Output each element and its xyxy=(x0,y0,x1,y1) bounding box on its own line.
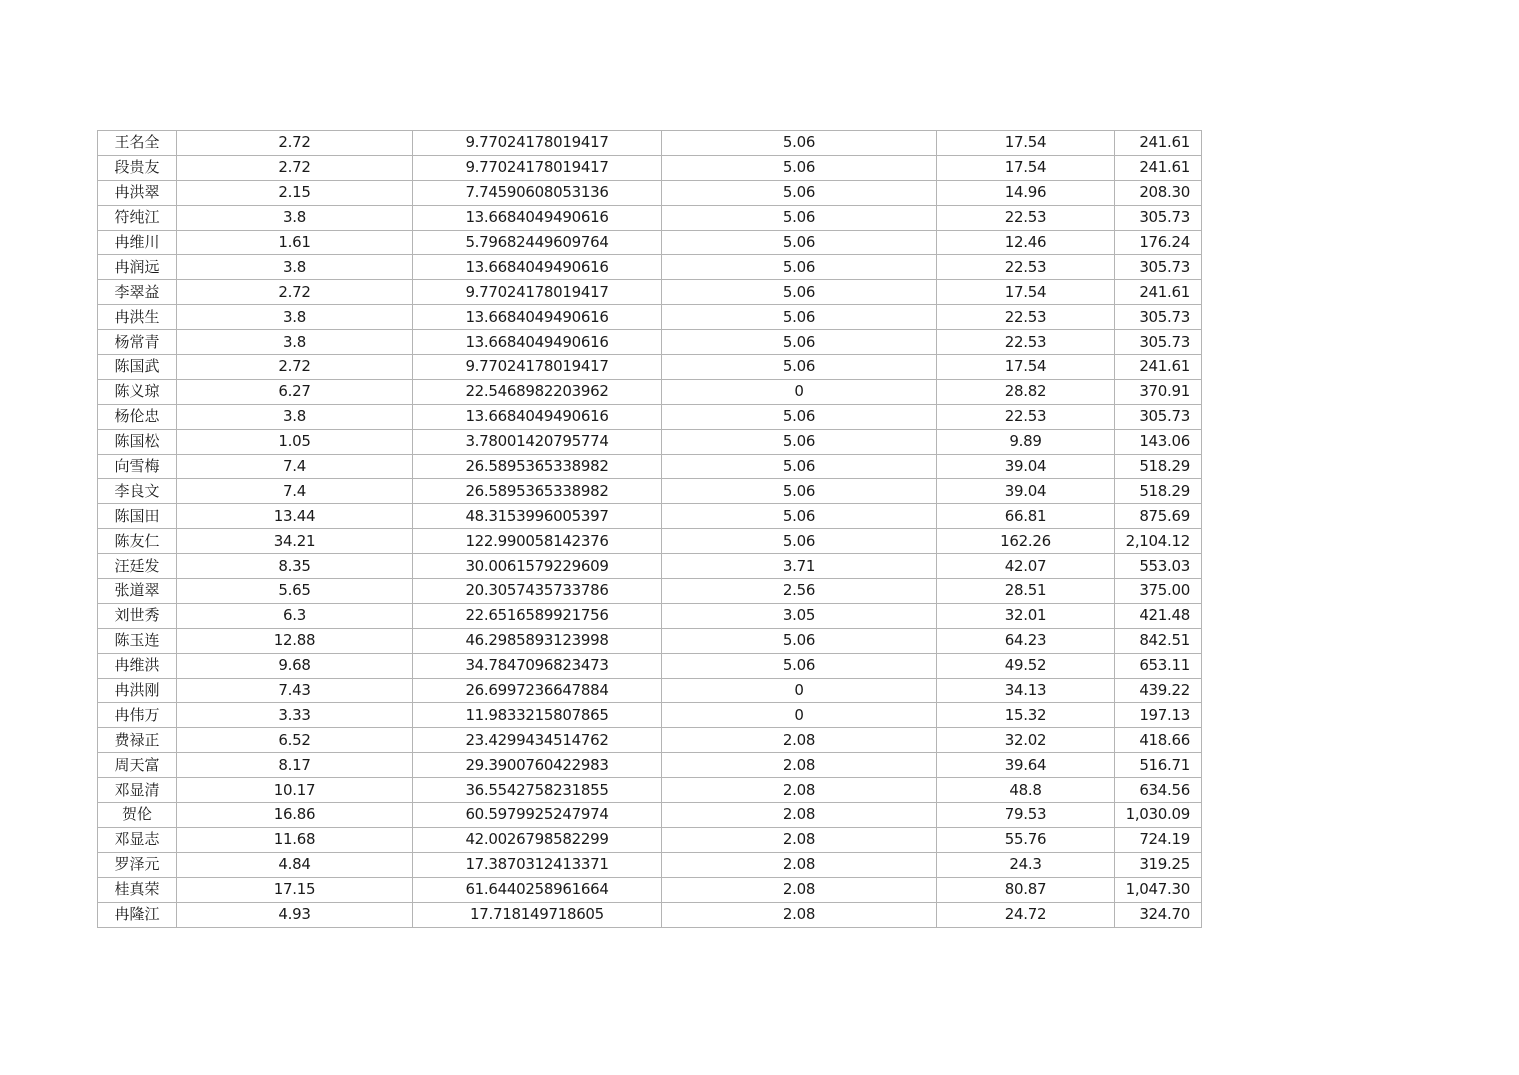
value-cell-1: 6.52 xyxy=(177,728,413,753)
name-cell: 陈友仁 xyxy=(98,529,177,554)
value-cell-3: 5.06 xyxy=(662,355,937,380)
value-cell-1: 13.44 xyxy=(177,504,413,529)
name-cell: 王名全 xyxy=(98,131,177,156)
value-cell-2: 5.79682449609764 xyxy=(413,230,662,255)
value-cell-1: 3.8 xyxy=(177,205,413,230)
total-cell: 516.71 xyxy=(1115,753,1202,778)
data-table xyxy=(97,130,1202,928)
table-row xyxy=(98,877,1202,902)
table-row xyxy=(98,529,1202,554)
value-cell-2: 9.77024178019417 xyxy=(413,155,662,180)
value-cell-3: 2.08 xyxy=(662,902,937,927)
value-cell-2: 13.6684049490616 xyxy=(413,205,662,230)
value-cell-2: 9.77024178019417 xyxy=(413,280,662,305)
value-cell-4: 22.53 xyxy=(937,255,1115,280)
value-cell-2: 23.4299434514762 xyxy=(413,728,662,753)
total-cell: 305.73 xyxy=(1115,404,1202,429)
value-cell-1: 1.05 xyxy=(177,429,413,454)
name-cell: 冉伟万 xyxy=(98,703,177,728)
value-cell-2: 48.3153996005397 xyxy=(413,504,662,529)
value-cell-2: 29.3900760422983 xyxy=(413,753,662,778)
name-cell: 罗泽元 xyxy=(98,852,177,877)
name-cell: 陈玉连 xyxy=(98,628,177,653)
name-cell: 贺伦 xyxy=(98,803,177,828)
table-row xyxy=(98,205,1202,230)
total-cell: 653.11 xyxy=(1115,653,1202,678)
value-cell-1: 5.65 xyxy=(177,579,413,604)
value-cell-3: 5.06 xyxy=(662,205,937,230)
table-row xyxy=(98,827,1202,852)
value-cell-3: 3.71 xyxy=(662,554,937,579)
name-cell: 邓显清 xyxy=(98,778,177,803)
value-cell-3: 5.06 xyxy=(662,653,937,678)
name-cell: 汪廷发 xyxy=(98,554,177,579)
table-row xyxy=(98,678,1202,703)
total-cell: 421.48 xyxy=(1115,603,1202,628)
value-cell-4: 32.02 xyxy=(937,728,1115,753)
value-cell-1: 8.35 xyxy=(177,554,413,579)
value-cell-4: 42.07 xyxy=(937,554,1115,579)
total-cell: 241.61 xyxy=(1115,131,1202,156)
value-cell-1: 17.15 xyxy=(177,877,413,902)
name-cell: 张道翠 xyxy=(98,579,177,604)
value-cell-2: 36.5542758231855 xyxy=(413,778,662,803)
value-cell-3: 5.06 xyxy=(662,131,937,156)
table-row xyxy=(98,155,1202,180)
name-cell: 冉润远 xyxy=(98,255,177,280)
total-cell: 370.91 xyxy=(1115,379,1202,404)
total-cell: 375.00 xyxy=(1115,579,1202,604)
name-cell: 陈国田 xyxy=(98,504,177,529)
name-cell: 桂真荣 xyxy=(98,877,177,902)
value-cell-2: 13.6684049490616 xyxy=(413,330,662,355)
value-cell-2: 42.0026798582299 xyxy=(413,827,662,852)
table-row xyxy=(98,628,1202,653)
total-cell: 305.73 xyxy=(1115,255,1202,280)
name-cell: 冉洪翠 xyxy=(98,180,177,205)
value-cell-1: 16.86 xyxy=(177,803,413,828)
total-cell: 208.30 xyxy=(1115,180,1202,205)
value-cell-2: 60.5979925247974 xyxy=(413,803,662,828)
value-cell-3: 5.06 xyxy=(662,479,937,504)
value-cell-3: 5.06 xyxy=(662,255,937,280)
value-cell-1: 7.4 xyxy=(177,454,413,479)
value-cell-4: 66.81 xyxy=(937,504,1115,529)
value-cell-3: 5.06 xyxy=(662,280,937,305)
value-cell-2: 11.9833215807865 xyxy=(413,703,662,728)
table-row xyxy=(98,280,1202,305)
value-cell-1: 12.88 xyxy=(177,628,413,653)
value-cell-2: 3.78001420795774 xyxy=(413,429,662,454)
value-cell-3: 5.06 xyxy=(662,330,937,355)
value-cell-2: 17.718149718605 xyxy=(413,902,662,927)
total-cell: 176.24 xyxy=(1115,230,1202,255)
total-cell: 319.25 xyxy=(1115,852,1202,877)
total-cell: 875.69 xyxy=(1115,504,1202,529)
value-cell-4: 24.72 xyxy=(937,902,1115,927)
table-row xyxy=(98,404,1202,429)
value-cell-1: 2.72 xyxy=(177,155,413,180)
name-cell: 陈国武 xyxy=(98,355,177,380)
value-cell-1: 3.8 xyxy=(177,404,413,429)
value-cell-1: 3.8 xyxy=(177,305,413,330)
name-cell: 陈国松 xyxy=(98,429,177,454)
value-cell-3: 2.08 xyxy=(662,852,937,877)
table-row xyxy=(98,454,1202,479)
value-cell-2: 13.6684049490616 xyxy=(413,305,662,330)
name-cell: 冉维川 xyxy=(98,230,177,255)
value-cell-3: 0 xyxy=(662,678,937,703)
value-cell-1: 3.33 xyxy=(177,703,413,728)
value-cell-4: 22.53 xyxy=(937,205,1115,230)
name-cell: 杨伦忠 xyxy=(98,404,177,429)
table-row xyxy=(98,653,1202,678)
value-cell-2: 9.77024178019417 xyxy=(413,131,662,156)
total-cell: 842.51 xyxy=(1115,628,1202,653)
table-row xyxy=(98,355,1202,380)
value-cell-2: 7.74590608053136 xyxy=(413,180,662,205)
value-cell-2: 26.5895365338982 xyxy=(413,454,662,479)
value-cell-1: 7.4 xyxy=(177,479,413,504)
value-cell-4: 79.53 xyxy=(937,803,1115,828)
table-row xyxy=(98,703,1202,728)
value-cell-2: 22.6516589921756 xyxy=(413,603,662,628)
value-cell-1: 2.72 xyxy=(177,355,413,380)
value-cell-1: 3.8 xyxy=(177,255,413,280)
name-cell: 李翠益 xyxy=(98,280,177,305)
table-row xyxy=(98,429,1202,454)
value-cell-4: 17.54 xyxy=(937,131,1115,156)
value-cell-1: 11.68 xyxy=(177,827,413,852)
table-row xyxy=(98,230,1202,255)
name-cell: 向雪梅 xyxy=(98,454,177,479)
total-cell: 241.61 xyxy=(1115,355,1202,380)
value-cell-3: 5.06 xyxy=(662,628,937,653)
value-cell-2: 30.0061579229609 xyxy=(413,554,662,579)
table-row xyxy=(98,579,1202,604)
value-cell-2: 46.2985893123998 xyxy=(413,628,662,653)
total-cell: 439.22 xyxy=(1115,678,1202,703)
value-cell-4: 49.52 xyxy=(937,653,1115,678)
total-cell: 305.73 xyxy=(1115,205,1202,230)
value-cell-4: 32.01 xyxy=(937,603,1115,628)
name-cell: 费禄正 xyxy=(98,728,177,753)
table-row xyxy=(98,554,1202,579)
value-cell-3: 5.06 xyxy=(662,404,937,429)
value-cell-1: 2.15 xyxy=(177,180,413,205)
value-cell-4: 22.53 xyxy=(937,305,1115,330)
value-cell-4: 17.54 xyxy=(937,355,1115,380)
value-cell-4: 14.96 xyxy=(937,180,1115,205)
name-cell: 邓显志 xyxy=(98,827,177,852)
value-cell-4: 28.51 xyxy=(937,579,1115,604)
name-cell: 杨常青 xyxy=(98,330,177,355)
value-cell-3: 2.56 xyxy=(662,579,937,604)
value-cell-2: 26.6997236647884 xyxy=(413,678,662,703)
table-body xyxy=(98,131,1202,928)
value-cell-3: 5.06 xyxy=(662,504,937,529)
total-cell: 143.06 xyxy=(1115,429,1202,454)
table-row xyxy=(98,603,1202,628)
value-cell-2: 9.77024178019417 xyxy=(413,355,662,380)
total-cell: 241.61 xyxy=(1115,155,1202,180)
value-cell-4: 28.82 xyxy=(937,379,1115,404)
total-cell: 2,104.12 xyxy=(1115,529,1202,554)
value-cell-1: 10.17 xyxy=(177,778,413,803)
value-cell-4: 17.54 xyxy=(937,280,1115,305)
table-row xyxy=(98,379,1202,404)
name-cell: 刘世秀 xyxy=(98,603,177,628)
total-cell: 1,030.09 xyxy=(1115,803,1202,828)
value-cell-4: 55.76 xyxy=(937,827,1115,852)
value-cell-2: 61.6440258961664 xyxy=(413,877,662,902)
table-row xyxy=(98,753,1202,778)
value-cell-2: 17.3870312413371 xyxy=(413,852,662,877)
value-cell-4: 80.87 xyxy=(937,877,1115,902)
value-cell-1: 3.8 xyxy=(177,330,413,355)
value-cell-3: 0 xyxy=(662,379,937,404)
total-cell: 634.56 xyxy=(1115,778,1202,803)
value-cell-3: 2.08 xyxy=(662,778,937,803)
value-cell-3: 5.06 xyxy=(662,180,937,205)
table-row xyxy=(98,728,1202,753)
value-cell-1: 9.68 xyxy=(177,653,413,678)
table-row xyxy=(98,330,1202,355)
total-cell: 324.70 xyxy=(1115,902,1202,927)
table-row xyxy=(98,504,1202,529)
value-cell-3: 5.06 xyxy=(662,529,937,554)
name-cell: 冉洪刚 xyxy=(98,678,177,703)
value-cell-4: 22.53 xyxy=(937,330,1115,355)
value-cell-3: 2.08 xyxy=(662,877,937,902)
value-cell-4: 39.04 xyxy=(937,454,1115,479)
value-cell-4: 12.46 xyxy=(937,230,1115,255)
value-cell-1: 34.21 xyxy=(177,529,413,554)
value-cell-3: 5.06 xyxy=(662,454,937,479)
value-cell-3: 2.08 xyxy=(662,827,937,852)
name-cell: 符纯江 xyxy=(98,205,177,230)
total-cell: 241.61 xyxy=(1115,280,1202,305)
name-cell: 周天富 xyxy=(98,753,177,778)
table-row xyxy=(98,479,1202,504)
total-cell: 1,047.30 xyxy=(1115,877,1202,902)
value-cell-4: 64.23 xyxy=(937,628,1115,653)
table-row xyxy=(98,852,1202,877)
value-cell-2: 13.6684049490616 xyxy=(413,404,662,429)
total-cell: 305.73 xyxy=(1115,330,1202,355)
name-cell: 冉维洪 xyxy=(98,653,177,678)
value-cell-2: 22.5468982203962 xyxy=(413,379,662,404)
total-cell: 518.29 xyxy=(1115,479,1202,504)
name-cell: 冉隆江 xyxy=(98,902,177,927)
value-cell-3: 5.06 xyxy=(662,230,937,255)
value-cell-4: 39.64 xyxy=(937,753,1115,778)
name-cell: 冉洪生 xyxy=(98,305,177,330)
value-cell-1: 1.61 xyxy=(177,230,413,255)
value-cell-1: 4.93 xyxy=(177,902,413,927)
value-cell-3: 5.06 xyxy=(662,429,937,454)
value-cell-3: 3.05 xyxy=(662,603,937,628)
value-cell-1: 8.17 xyxy=(177,753,413,778)
table-row xyxy=(98,180,1202,205)
total-cell: 197.13 xyxy=(1115,703,1202,728)
name-cell: 陈义琼 xyxy=(98,379,177,404)
table-row xyxy=(98,305,1202,330)
total-cell: 305.73 xyxy=(1115,305,1202,330)
table-row xyxy=(98,902,1202,927)
total-cell: 518.29 xyxy=(1115,454,1202,479)
table-row xyxy=(98,778,1202,803)
value-cell-3: 2.08 xyxy=(662,753,937,778)
name-cell: 李良文 xyxy=(98,479,177,504)
table-row xyxy=(98,255,1202,280)
value-cell-2: 122.990058142376 xyxy=(413,529,662,554)
value-cell-4: 34.13 xyxy=(937,678,1115,703)
value-cell-4: 48.8 xyxy=(937,778,1115,803)
value-cell-3: 2.08 xyxy=(662,803,937,828)
value-cell-1: 7.43 xyxy=(177,678,413,703)
value-cell-1: 6.3 xyxy=(177,603,413,628)
total-cell: 724.19 xyxy=(1115,827,1202,852)
value-cell-1: 6.27 xyxy=(177,379,413,404)
value-cell-1: 2.72 xyxy=(177,131,413,156)
value-cell-2: 26.5895365338982 xyxy=(413,479,662,504)
value-cell-3: 5.06 xyxy=(662,305,937,330)
value-cell-2: 20.3057435733786 xyxy=(413,579,662,604)
value-cell-4: 17.54 xyxy=(937,155,1115,180)
name-cell: 段贵友 xyxy=(98,155,177,180)
value-cell-1: 4.84 xyxy=(177,852,413,877)
value-cell-3: 2.08 xyxy=(662,728,937,753)
value-cell-3: 0 xyxy=(662,703,937,728)
table-row xyxy=(98,131,1202,156)
value-cell-4: 22.53 xyxy=(937,404,1115,429)
value-cell-4: 15.32 xyxy=(937,703,1115,728)
value-cell-2: 13.6684049490616 xyxy=(413,255,662,280)
total-cell: 418.66 xyxy=(1115,728,1202,753)
value-cell-3: 5.06 xyxy=(662,155,937,180)
value-cell-2: 34.7847096823473 xyxy=(413,653,662,678)
total-cell: 553.03 xyxy=(1115,554,1202,579)
table-row xyxy=(98,803,1202,828)
value-cell-4: 39.04 xyxy=(937,479,1115,504)
value-cell-4: 9.89 xyxy=(937,429,1115,454)
value-cell-4: 162.26 xyxy=(937,529,1115,554)
value-cell-1: 2.72 xyxy=(177,280,413,305)
value-cell-4: 24.3 xyxy=(937,852,1115,877)
